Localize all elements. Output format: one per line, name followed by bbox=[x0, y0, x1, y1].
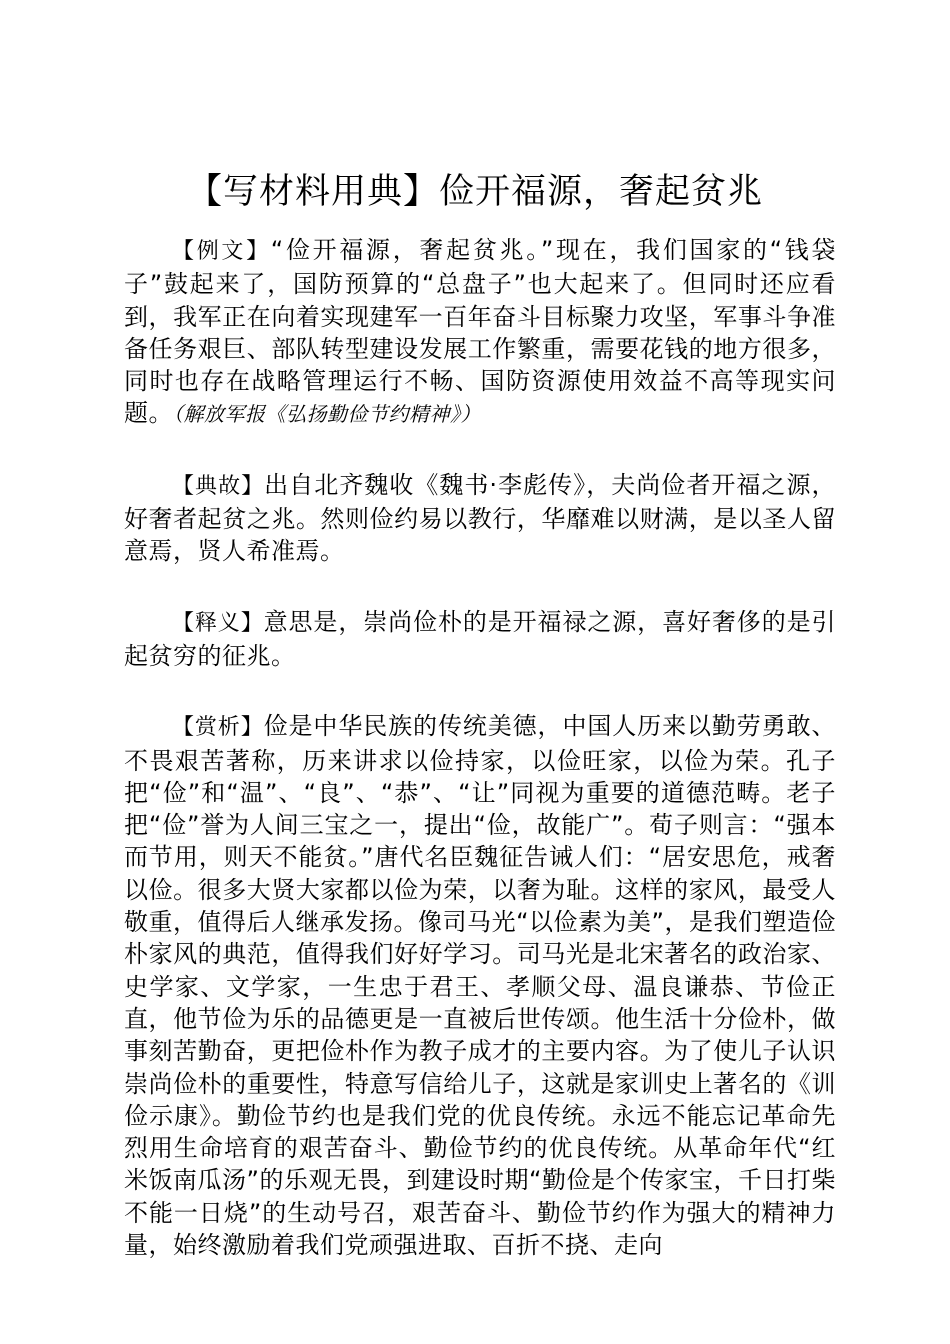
paragraph-text: 意思是，崇尚俭朴的是开福禄之源，喜好奢侈的是引起贫穷的征兆。 bbox=[124, 607, 836, 670]
paragraph-allusion bbox=[124, 469, 836, 568]
paragraph-tag: 【例文】 bbox=[172, 239, 271, 264]
paragraph-text: 出自北齐魏收《魏书·李彪传》，夫尚俭者开福之源，好奢者起贫之兆。然则俭约易以教行，华靡难以财满，是以圣人留意焉，贤人希准焉。 bbox=[124, 470, 836, 566]
paragraph-tag: 【释义】 bbox=[172, 610, 264, 636]
document-body bbox=[124, 234, 836, 1299]
paragraph-example bbox=[124, 234, 836, 431]
paragraph-meaning bbox=[124, 606, 836, 673]
paragraph-appreciation bbox=[124, 710, 836, 1261]
paragraph-source: （解放军报《弘扬勤俭节约精神》） bbox=[173, 402, 481, 427]
paragraph-text: 俭是中华民族的传统美德，中国人历来以勤劳勇敢、不畏艰苦著称，历来讲求以俭持家，以俭旺家，以俭为荣。孔子把“俭”和“温”、“良”、“恭”、“让”同视为重要的道德范畴。老子把“俭”誉为人间三宝之一，提出“俭，故能广”。荀子则言：“强本而节用，则天不能贫。”唐代名臣魏征告诫人们：“居安思危，戒奢以俭。很多大贤大家都以俭为荣，以奢为耻。这样的家风，最受人敬重，值得后人继承发扬。像司马光“以俭素为美”，是我们塑造俭朴家风的典范，值得我们好好学习。司马光是北宋著名的政治家、史学家、文学家，一生忠于君王、孝顺父母、温良谦恭、节俭正直，他节俭为乐的品德更是一直被后世传颂。他生活十分俭朴，做事刻苦勤奋，更把俭朴作为教子成才的主要内容。为了使儿子认识崇尚俭朴的重要性，特意写信给儿子，这就是家训史上著名的《训俭示康》。勤俭节约也是我们党的优良传统。永远不能忘记革命先烈用生命培育的艰苦奋斗、勤俭节约的优良传统。从革命年代“红米饭南瓜汤”的乐观无畏，到建设时期“勤俭是个传家宝，千日打柴不能一日烧”的生动号召，艰苦奋斗、勤俭节约作为强大的精神力量，始终激励着我们党顽强进取、百折不挠、走向 bbox=[124, 712, 836, 1260]
page-title: 【写材料用典】俭开福源，奢起贫兆 bbox=[186, 172, 763, 212]
paragraph-tag: 【赏析】 bbox=[172, 715, 264, 741]
paragraph-text: “俭开福源，奢起贫兆。”现在，我们国家的“钱袋子”鼓起来了，国防预算的“总盘子”也大起来了。但同时还应看到，我军正在向着实现建军一百年奋斗目标聚力攻坚，军事斗争准备任务艰巨、部队转型建设发展工作繁重，需要花钱的地方很多，同时也存在战略管理运行不畅、国防资源使用效益不高等现实问题。 bbox=[124, 236, 836, 428]
paragraph-tag: 【典故】 bbox=[172, 473, 265, 499]
